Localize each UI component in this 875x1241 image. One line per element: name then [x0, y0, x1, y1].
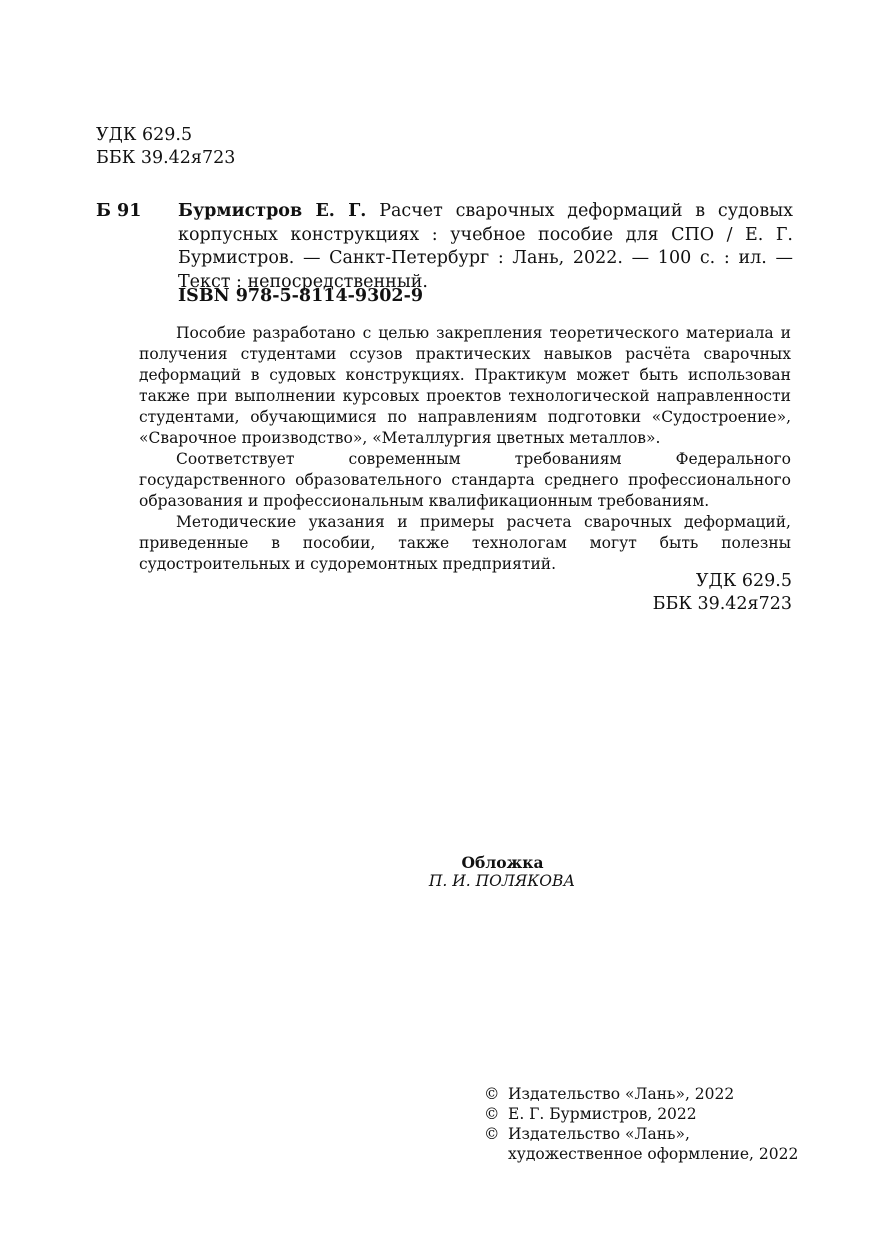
bbk-code-top: ББК 39.42я723: [96, 148, 236, 168]
annotation-paragraph: Методические указания и примеры расчета сварочных деформаций, приведенные в пособии, также технологам могут быть полезны судостроительных и судоремонтных предприятий.: [139, 513, 791, 573]
copyright-text: Издательство «Лань»,: [508, 1125, 690, 1143]
isbn: ISBN 978-5-8114-9302-9: [178, 286, 424, 306]
annotation-paragraph: Соответствует современным требованиям Федерального государственного образовательного стандарта среднего профессионального образования и профессиональным квалификационным требованиям.: [139, 450, 791, 510]
copyright-line: [484, 1104, 798, 1124]
cover-credit: [0, 853, 875, 891]
annotation-paragraph: Пособие разработано с целью закрепления теоретического материала и получения студентами ссузов практических навыков расчёта сварочных деформаций в судовых конструкциях. Практикум может быть использован также при выполнении курсовых проектов технологической направленности студентами, обучающимися по направлениям подготовки «Судостроение», «Сварочное производство», «Металлургия цветных металлов».: [139, 324, 791, 447]
copyright-text: Е. Г. Бурмистров, 2022: [508, 1105, 697, 1123]
copyright-icon: ©: [484, 1125, 500, 1143]
bottom-classification-block: [653, 570, 792, 616]
bibliographic-record: [96, 200, 793, 294]
author-name: Бурмистров Е. Г.: [178, 201, 367, 221]
udk-code-bottom: УДК 629.5: [695, 571, 792, 591]
top-classification-block: [96, 124, 235, 170]
udk-code-top: УДК 629.5: [96, 125, 193, 145]
bbk-code-bottom: ББК 39.42я723: [652, 594, 792, 614]
copyright-line: [484, 1084, 798, 1104]
copyright-icon: ©: [484, 1085, 500, 1103]
copyright-text: Издательство «Лань», 2022: [508, 1085, 735, 1103]
copyright-continuation: художественное оформление, 2022: [508, 1145, 799, 1163]
cover-label: Обложка: [461, 853, 544, 872]
cover-designer: П. И. ПОЛЯКОВА: [428, 872, 576, 890]
bibliographic-description: [178, 200, 793, 294]
copyright-block: [484, 1084, 798, 1164]
annotation: [139, 323, 791, 575]
copyright-line: [484, 1124, 798, 1144]
title-description: Расчет сварочных деформаций в судовых корпусных конструкциях : учебное пособие для СПО / Е. Г. Бурмистров. — Санкт-Петербург : Лань, 2022. — 100 с. : ил. — Текст : непосредственный.: [178, 201, 793, 292]
author-mark: Б 91: [96, 201, 142, 221]
copyright-icon: ©: [484, 1105, 500, 1123]
